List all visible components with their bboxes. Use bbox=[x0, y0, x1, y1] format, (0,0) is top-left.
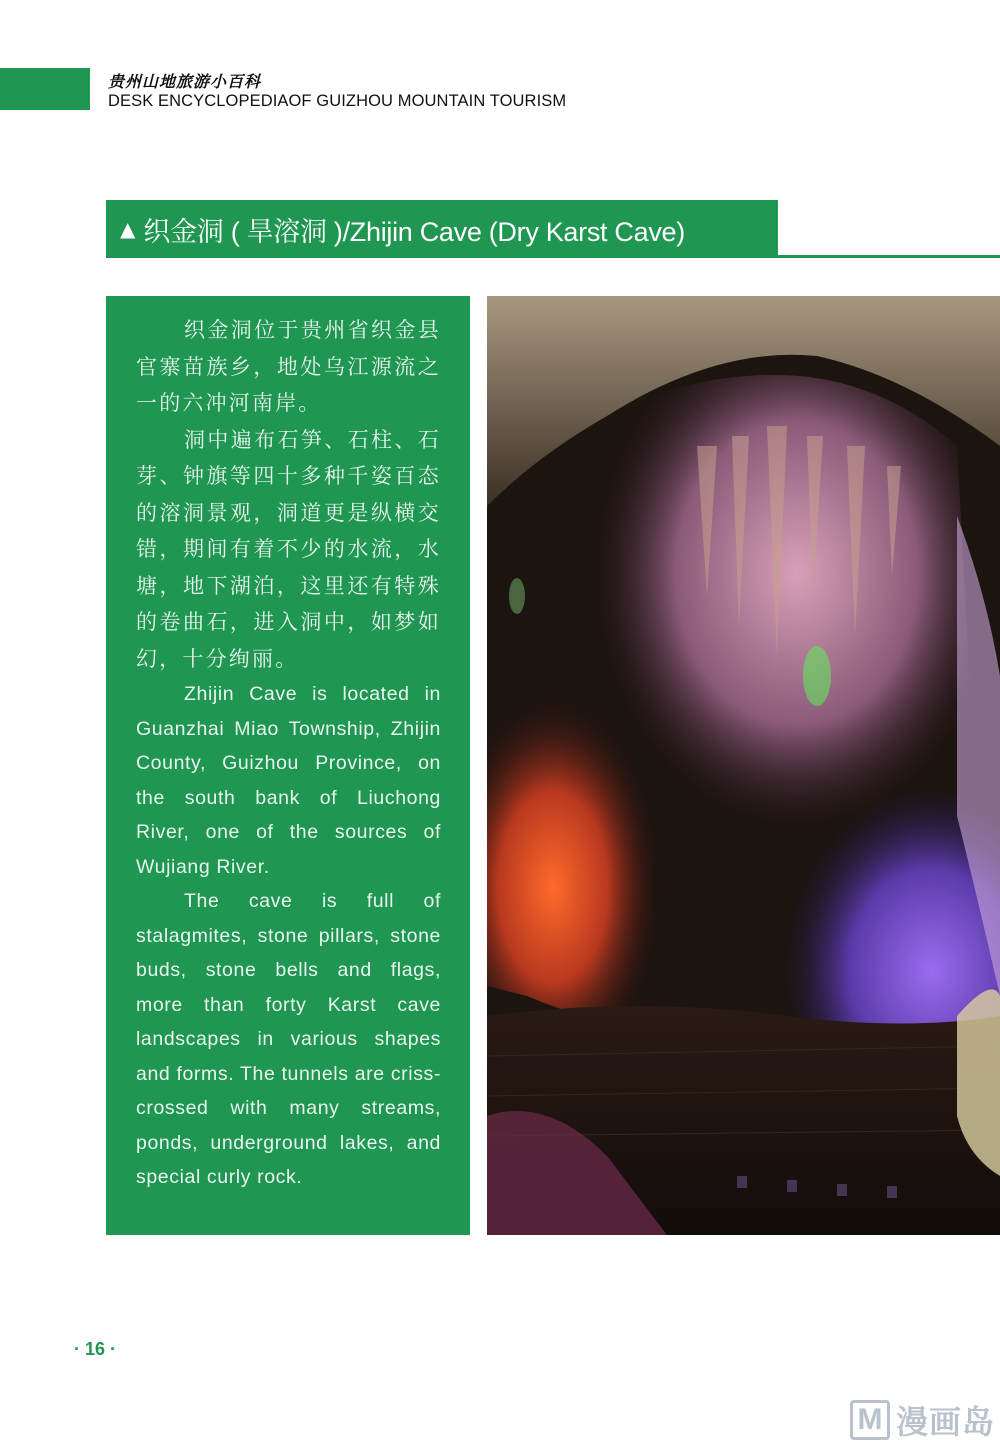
paragraph-en-2: The cave is full of stalagmites, stone pillars, stone buds, stone bells and flags, more than forty Karst cave landscapes in various shapes and forms. The tunnels are criss-crossed with many streams, ponds, underground lakes, and special curly rock. bbox=[136, 890, 441, 1188]
paragraph-cn-2: 洞中遍布石笋、石柱、石芽、钟旗等四十多种千姿百态的溶洞景观，洞道更是纵横交错，期间有着不少的水流，水塘，地下湖泊，这里还有特殊的卷曲石，进入洞中，如梦如幻，十分绚丽。 bbox=[136, 427, 441, 671]
header-title-cn: 贵州山地旅游小百科 bbox=[108, 72, 262, 91]
text-panel bbox=[106, 296, 470, 1235]
section-title: 织金洞 ( 旱溶洞 )/Zhijin Cave (Dry Karst Cave) bbox=[143, 216, 685, 247]
cave-illustration bbox=[487, 296, 1000, 1235]
paragraph-cn-1: 织金洞位于贵州省织金县官寨苗族乡，地处乌江源流之一的六冲河南岸。 bbox=[136, 318, 441, 415]
paragraph-en-1: Zhijin Cave is located in Guanzhai Miao Township, Zhijin County, Guizhou Province, on the south bank of Liuchong River, one of the sources of Wujiang River. bbox=[136, 683, 441, 878]
header-title-en: DESK ENCYCLOPEDIAOF GUIZHOU MOUNTAIN TOURISM bbox=[108, 92, 567, 110]
watermark-text: 漫画岛 bbox=[896, 1403, 996, 1441]
section-title-bar bbox=[106, 200, 778, 258]
text-body bbox=[136, 312, 441, 1195]
watermark-logo bbox=[850, 1397, 1000, 1443]
watermark-letter: M bbox=[850, 1400, 890, 1440]
header-accent-bar bbox=[0, 68, 90, 110]
page-number: · 16 · bbox=[74, 1339, 117, 1359]
triangle-up-icon: ▲ bbox=[120, 217, 136, 241]
section-title-underline bbox=[106, 255, 1000, 258]
cave-photo bbox=[487, 296, 1000, 1235]
